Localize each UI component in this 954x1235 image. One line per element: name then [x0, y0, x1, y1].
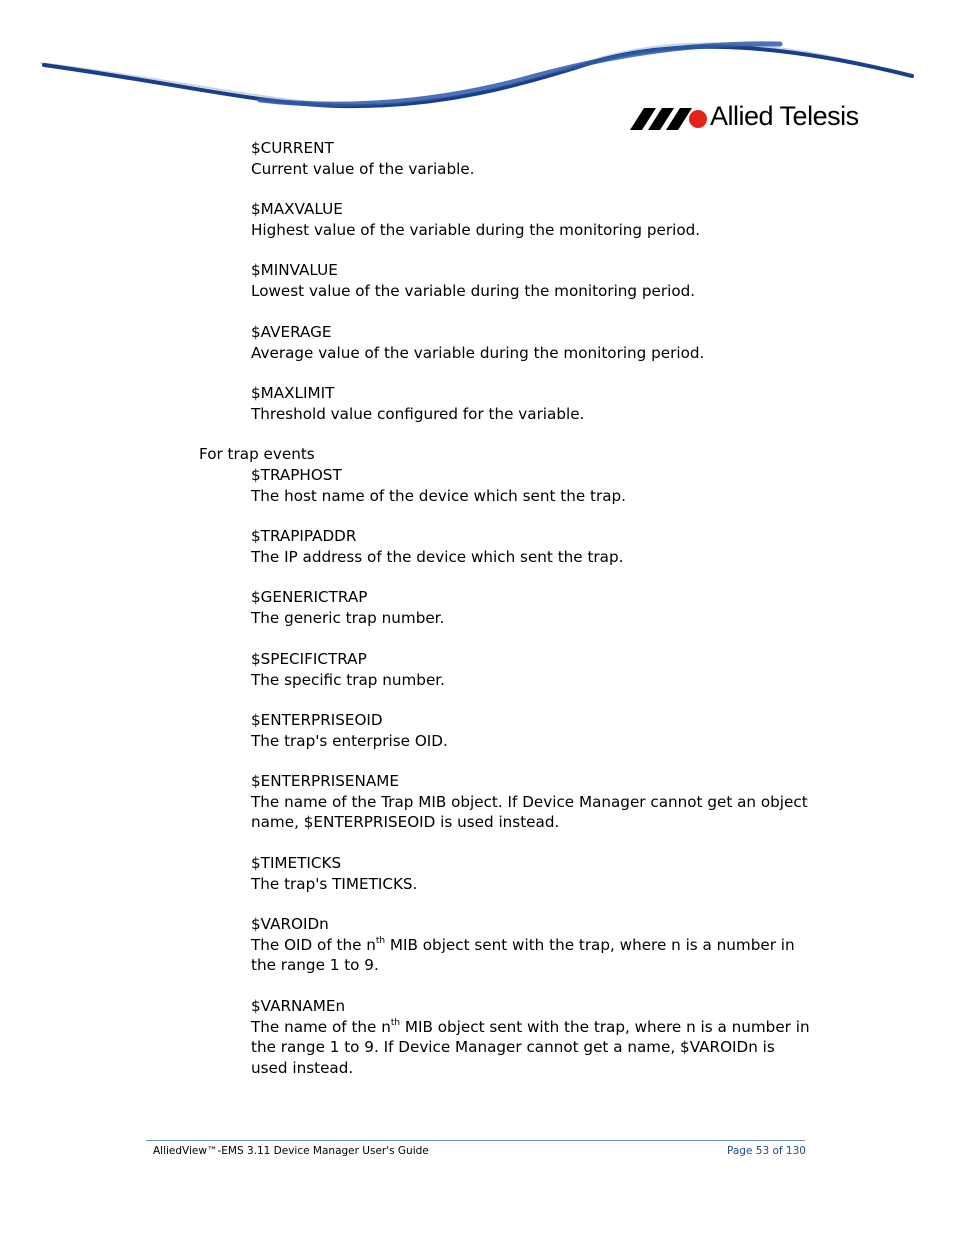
variable-name: $TRAPIPADDR	[251, 527, 357, 545]
variable-description: Current value of the variable.	[251, 159, 475, 178]
variable-description: The specific trap number.	[251, 670, 445, 689]
variable-description: The IP address of the device which sent the trap.	[251, 547, 624, 566]
variable-description	[251, 935, 811, 976]
footer-title: AlliedView™-EMS 3.11 Device Manager User's Guide	[153, 1145, 429, 1157]
description-text: MIB object sent with the trap, where n is a number in the range 1 to 9.	[251, 935, 795, 975]
variable-entry	[251, 465, 811, 506]
variable-description: Threshold value configured for the variable.	[251, 404, 585, 423]
variable-name: $TRAPHOST	[251, 466, 342, 484]
variable-description: The host name of the device which sent the trap.	[251, 486, 626, 505]
brand-name: Allied Telesis	[710, 101, 859, 131]
allied-telesis-logo-icon	[630, 104, 708, 134]
variable-name: $MAXLIMIT	[251, 384, 335, 402]
variable-name: $SPECIFICTRAP	[251, 650, 367, 668]
variable-entry	[251, 587, 811, 628]
variable-name: $MAXVALUE	[251, 200, 343, 218]
variable-entry	[251, 710, 811, 751]
variable-name: $CURRENT	[251, 139, 334, 157]
footer-divider	[146, 1140, 805, 1141]
variable-entry	[251, 649, 811, 690]
variable-entry	[251, 138, 811, 179]
variable-name: $MINVALUE	[251, 261, 338, 279]
variable-description: Average value of the variable during the monitoring period.	[251, 343, 705, 362]
section-heading: For trap events	[199, 445, 315, 463]
superscript: th	[390, 1017, 401, 1028]
variable-name: $GENERICTRAP	[251, 588, 368, 606]
variable-name: $ENTERPRISENAME	[251, 772, 399, 790]
variable-description: Lowest value of the variable during the monitoring period.	[251, 281, 696, 300]
variable-description: The name of the Trap MIB object. If Device Manager cannot get an object name, $ENTERPRISEOID is used instead.	[251, 792, 808, 832]
allied-telesis-logo	[630, 100, 870, 136]
variable-entry	[251, 853, 811, 894]
variable-entry	[251, 771, 811, 833]
description-text: The OID of the n	[251, 935, 376, 954]
variable-entry	[251, 914, 811, 976]
variable-entry	[251, 260, 811, 301]
variable-description: The trap's enterprise OID.	[251, 731, 448, 750]
variable-entry	[251, 322, 811, 363]
superscript: th	[375, 935, 386, 946]
variable-name: $ENTERPRISEOID	[251, 711, 383, 729]
description-text: The name of the n	[251, 1017, 391, 1036]
variable-entry	[251, 383, 811, 424]
variable-entry	[251, 199, 811, 240]
variable-description: The generic trap number.	[251, 608, 445, 627]
variable-name: $AVERAGE	[251, 323, 332, 341]
variable-entry	[251, 996, 811, 1078]
variable-description: Highest value of the variable during the monitoring period.	[251, 220, 701, 239]
variable-name: $VAROIDn	[251, 915, 329, 933]
variable-entry	[251, 526, 811, 567]
variable-name: $TIMETICKS	[251, 854, 342, 872]
variable-description: The trap's TIMETICKS.	[251, 874, 418, 893]
description-text: MIB object sent with the trap, where n is a number in the range 1 to 9. If Device Manager cannot get a name, $VAROIDn is used instead.	[251, 1017, 810, 1077]
variable-name: $VARNAMEn	[251, 997, 346, 1015]
variable-description	[251, 1017, 811, 1079]
page-number: Page 53 of 130	[727, 1145, 806, 1157]
